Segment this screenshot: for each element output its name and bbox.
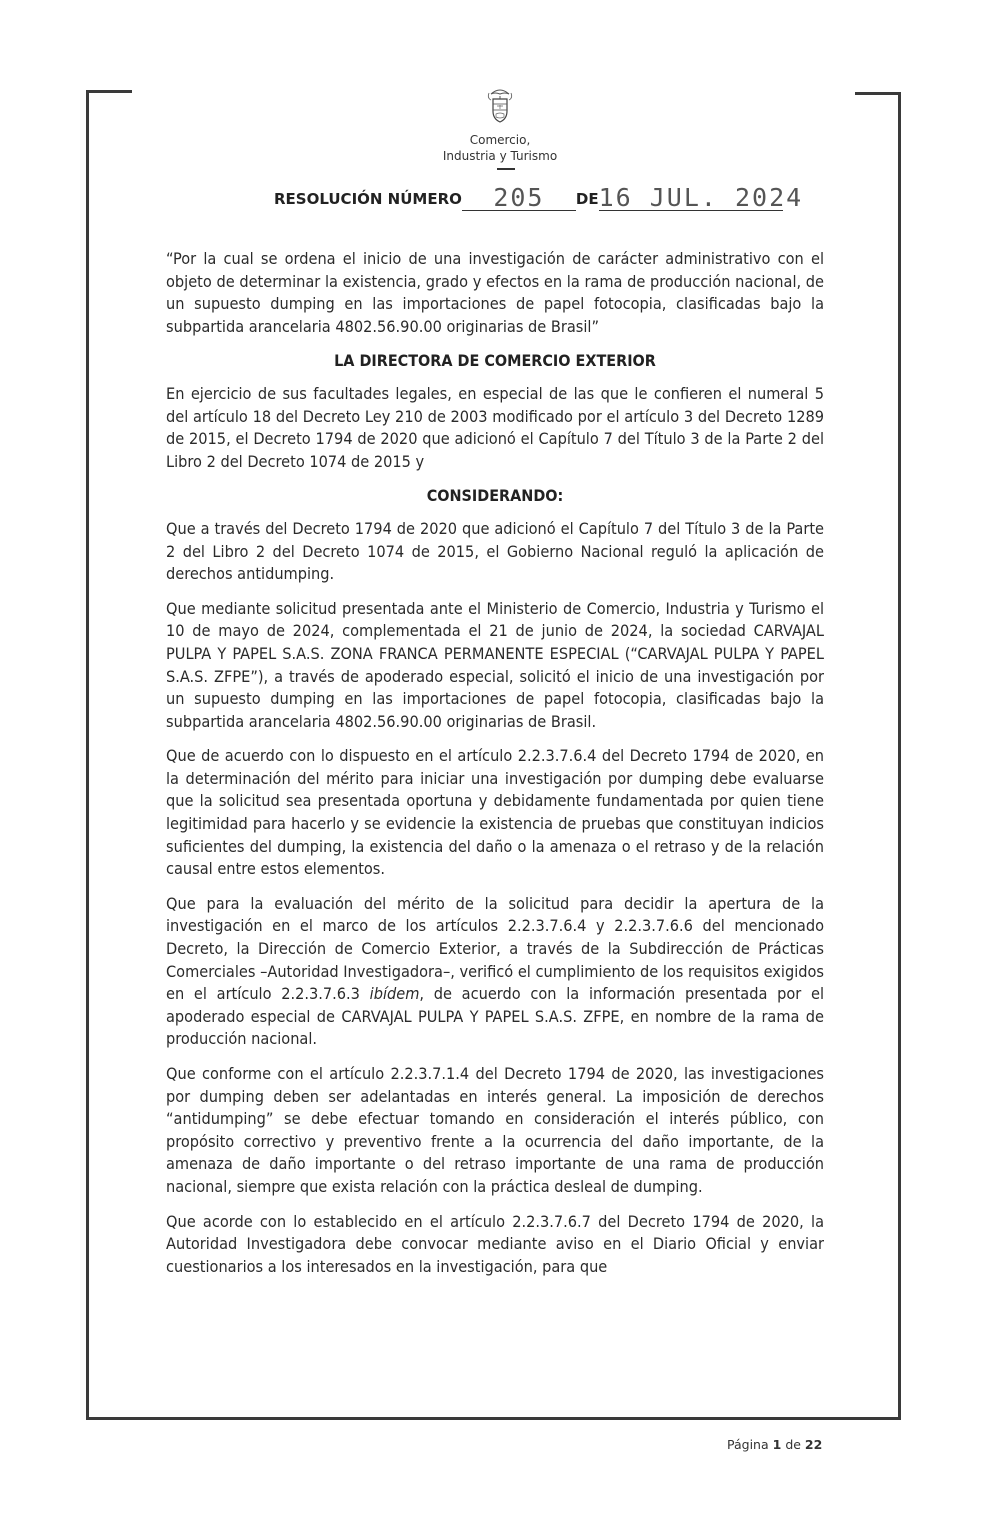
considerando-paragraph: Que conforme con el artículo 2.2.3.7.1.4 del Decreto 1794 de 2020, las investigaciones por dumping deben ser adelantadas en interés general. La imposición de derechos “antidumping” se debe efectuar tomando en consideración el interés público, con propósito correctivo y preventivo frente a la ocurrencia del daño importante, de la amenaza de daño importante o del retraso importante de una rama de producción nacional, siempre que exista relación con la práctica desleal de dumping. bbox=[166, 1064, 824, 1196]
considering-heading: CONSIDERANDO: bbox=[426, 486, 564, 506]
considerando-paragraph: Que a través del Decreto 1794 de 2020 que adicionó el Capítulo 7 del Título 3 de la Parte 2 del Libro 2 del Decreto 1074 de 2015, el Gobierno Nacional reguló la aplicación de derechos antidumping. bbox=[166, 518, 824, 584]
considerando-paragraph: Que acorde con lo establecido en el artículo 2.2.3.7.6.7 del Decreto 1794 de 2020, la Autoridad Investigadora debe convocar mediante aviso en el Diario Oficial y enviar cuestionarios a los interesados en la investigación, para que bbox=[166, 1211, 824, 1276]
frame-bottom bbox=[86, 1417, 901, 1420]
authority-heading: LA DIRECTORA DE COMERCIO EXTERIOR bbox=[334, 351, 656, 371]
ministry-header bbox=[442, 88, 558, 178]
italic-term: ibídem bbox=[369, 984, 420, 1004]
paragraph-text: , de acuerdo con la información presentada por el apoderado especial de CARVAJAL PULPA Y PAPEL S.A.S. ZFPE, en nombre de la rama de producción nacional. bbox=[166, 984, 824, 1049]
considerando-paragraph bbox=[166, 893, 824, 1051]
page-total: 22 bbox=[804, 1437, 823, 1452]
document-body bbox=[166, 248, 824, 1290]
resolution-de-label: DE bbox=[575, 190, 599, 208]
considerando-paragraph: Que de acuerdo con lo dispuesto en el artículo 2.2.3.7.6.4 del Decreto 1794 de 2020, en la determinación del mérito para iniciar una investigación por dumping debe evaluarse que la solicitud sea presentada oportuna y debidamente fundamentada por quien tiene legitimidad para hacerlo y se evidencie la existencia de pruebas que constituyan indicios suficientes del dumping, la existencia del daño o la amenaza o el retraso y de la relación causal entre estos elementos. bbox=[166, 746, 824, 879]
resolution-number: 205 bbox=[462, 186, 576, 211]
faculties-paragraph: En ejercicio de sus facultades legales, en especial de las que le confieren el numeral 5 del artículo 18 del Decreto Ley 210 de 2003 modificado por el artículo 3 del Decreto 1289 de 2015, el Decreto 1794 de 2020 que adicionó el Capítulo 7 del Título 3 de la Parte 2 del Libro 2 del Decreto 1074 de 2015 y bbox=[166, 383, 824, 471]
frame-left bbox=[86, 90, 89, 1420]
frame-top-right bbox=[855, 92, 901, 95]
page-current: 1 bbox=[772, 1437, 782, 1452]
resolution-label: RESOLUCIÓN NÚMERO bbox=[274, 190, 462, 208]
ministry-name-line2: Industria y Turismo bbox=[442, 149, 558, 163]
frame-top-left bbox=[86, 90, 132, 93]
colombia-coat-of-arms-icon bbox=[485, 88, 515, 124]
ministry-name-line1: Comercio, bbox=[469, 133, 531, 147]
ministry-underline bbox=[497, 168, 515, 170]
page-label: Página bbox=[727, 1437, 769, 1452]
resolution-heading bbox=[274, 183, 804, 212]
frame-right bbox=[898, 92, 901, 1420]
page-number bbox=[727, 1437, 822, 1452]
title-quote: “Por la cual se ordena el inicio de una investigación de carácter administrativo con el objeto de determinar la existencia, grado y efectos en la rama de producción nacional, de un supuesto dumping en las importaciones de papel fotocopia, clasificadas bajo la subpartida arancelaria 4802.56.90.00 originarias de Brasil” bbox=[166, 249, 824, 336]
resolution-date: 16 JUL. 2024 bbox=[598, 183, 804, 212]
considerando-paragraph: Que mediante solicitud presentada ante el Ministerio de Comercio, Industria y Turismo el 10 de mayo de 2024, complementada el 21 de junio de 2024, la sociedad CARVAJAL PULPA Y PAPEL S.A.S. ZONA FRANCA PERMANENTE ESPECIAL (“CARVAJAL PULPA Y PAPEL S.A.S. ZFPE”), a través de apoderado especial, solicitó el inicio de una investigación por un supuesto dumping en las importaciones de papel fotocopia, clasificadas bajo la subpartida arancelaria 4802.56.90.00 originarias de Brasil. bbox=[166, 598, 824, 731]
paragraph-text: Que para la evaluación del mérito de la solicitud para decidir la apertura de la investigación en el marco de los artículos 2.2.3.7.6.4 y 2.2.3.7.6.6 del mencionado Decreto, la Dirección de Comercio Exterior, a través de la Subdirección de Prácticas Comerciales –Autoridad Investigadora–, verificó el cumplimiento de los requisitos exigidos en el artículo 2.2.3.7.6.3 bbox=[166, 893, 824, 1004]
page-of: de bbox=[785, 1437, 801, 1452]
